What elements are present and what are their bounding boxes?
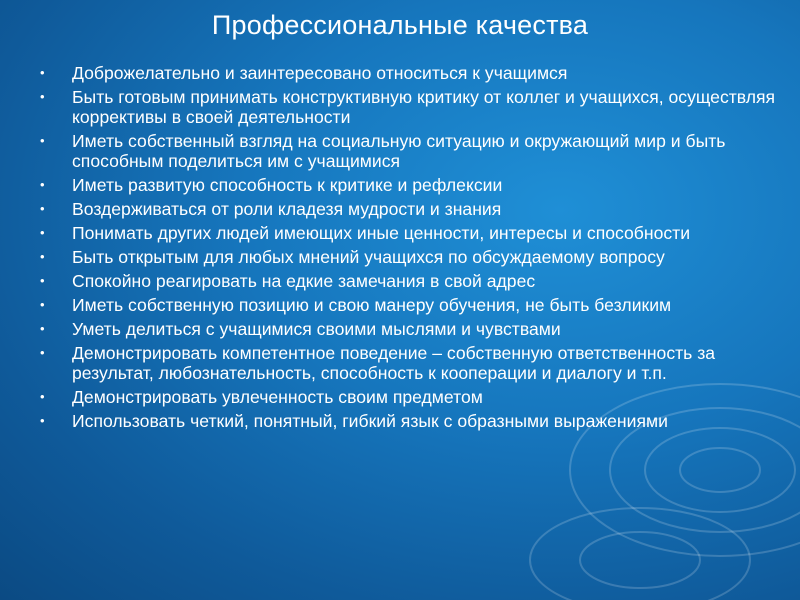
- list-item-text: Демонстрировать увлеченность своим предметом: [72, 387, 483, 407]
- list-item: [40, 223, 785, 243]
- list-item: [40, 411, 785, 431]
- list-item-text: Иметь собственный взгляд на социальную ситуацию и окружающий мир и быть способным поделиться им с учащимися: [72, 131, 726, 171]
- list-item: [40, 199, 785, 219]
- bullet-icon: •: [40, 413, 45, 428]
- list-item: [40, 87, 785, 127]
- list-item: [40, 295, 785, 315]
- bullet-icon: •: [40, 273, 45, 288]
- list-item-text: Понимать других людей имеющих иные ценности, интересы и способности: [72, 223, 691, 243]
- bullet-icon: •: [40, 65, 45, 80]
- bullet-icon: •: [40, 321, 45, 336]
- bullet-icon: •: [40, 133, 45, 148]
- list-item: [40, 343, 785, 383]
- list-item-text: Быть открытым для любых мнений учащихся по обсуждаемому вопросу: [72, 247, 665, 267]
- list-item: [40, 387, 785, 407]
- bullet-icon: •: [40, 225, 45, 240]
- list-item-text: Быть готовым принимать конструктивную критику от коллег и учащихся, осуществляя коррективы в своей деятельности: [72, 87, 776, 127]
- page-title: Профессиональные качества: [211, 10, 589, 40]
- bullet-list: [40, 63, 785, 435]
- bullet-icon: •: [40, 177, 45, 192]
- list-item: [40, 63, 785, 83]
- bullet-icon: •: [40, 345, 45, 360]
- list-item-text: Использовать четкий, понятный, гибкий язык с образными выражениями: [72, 411, 668, 431]
- list-item-text: Спокойно реагировать на едкие замечания в свой адрес: [72, 271, 536, 291]
- list-item: [40, 131, 785, 171]
- list-item: [40, 271, 785, 291]
- list-item: [40, 319, 785, 339]
- bullet-icon: •: [40, 249, 45, 264]
- bullet-icon: •: [40, 89, 45, 104]
- bullet-icon: •: [40, 389, 45, 404]
- list-item-text: Иметь развитую способность к критике и рефлексии: [72, 175, 503, 195]
- list-item-text: Воздерживаться от роли кладезя мудрости и знания: [72, 199, 502, 219]
- list-item-text: Демонстрировать компетентное поведение – собственную ответственность за результат, любознательность, способность к кооперации и диалогу и т.п.: [72, 343, 716, 383]
- list-item: [40, 175, 785, 195]
- list-item-text: Иметь собственную позицию и свою манеру обучения, не быть безликим: [72, 295, 672, 315]
- bullet-icon: •: [40, 297, 45, 312]
- bullet-icon: •: [40, 201, 45, 216]
- list-item: [40, 247, 785, 267]
- list-item-text: Доброжелательно и заинтересовано относиться к учащимся: [72, 63, 568, 83]
- list-item-text: Уметь делиться с учащимися своими мыслями и чувствами: [72, 319, 561, 339]
